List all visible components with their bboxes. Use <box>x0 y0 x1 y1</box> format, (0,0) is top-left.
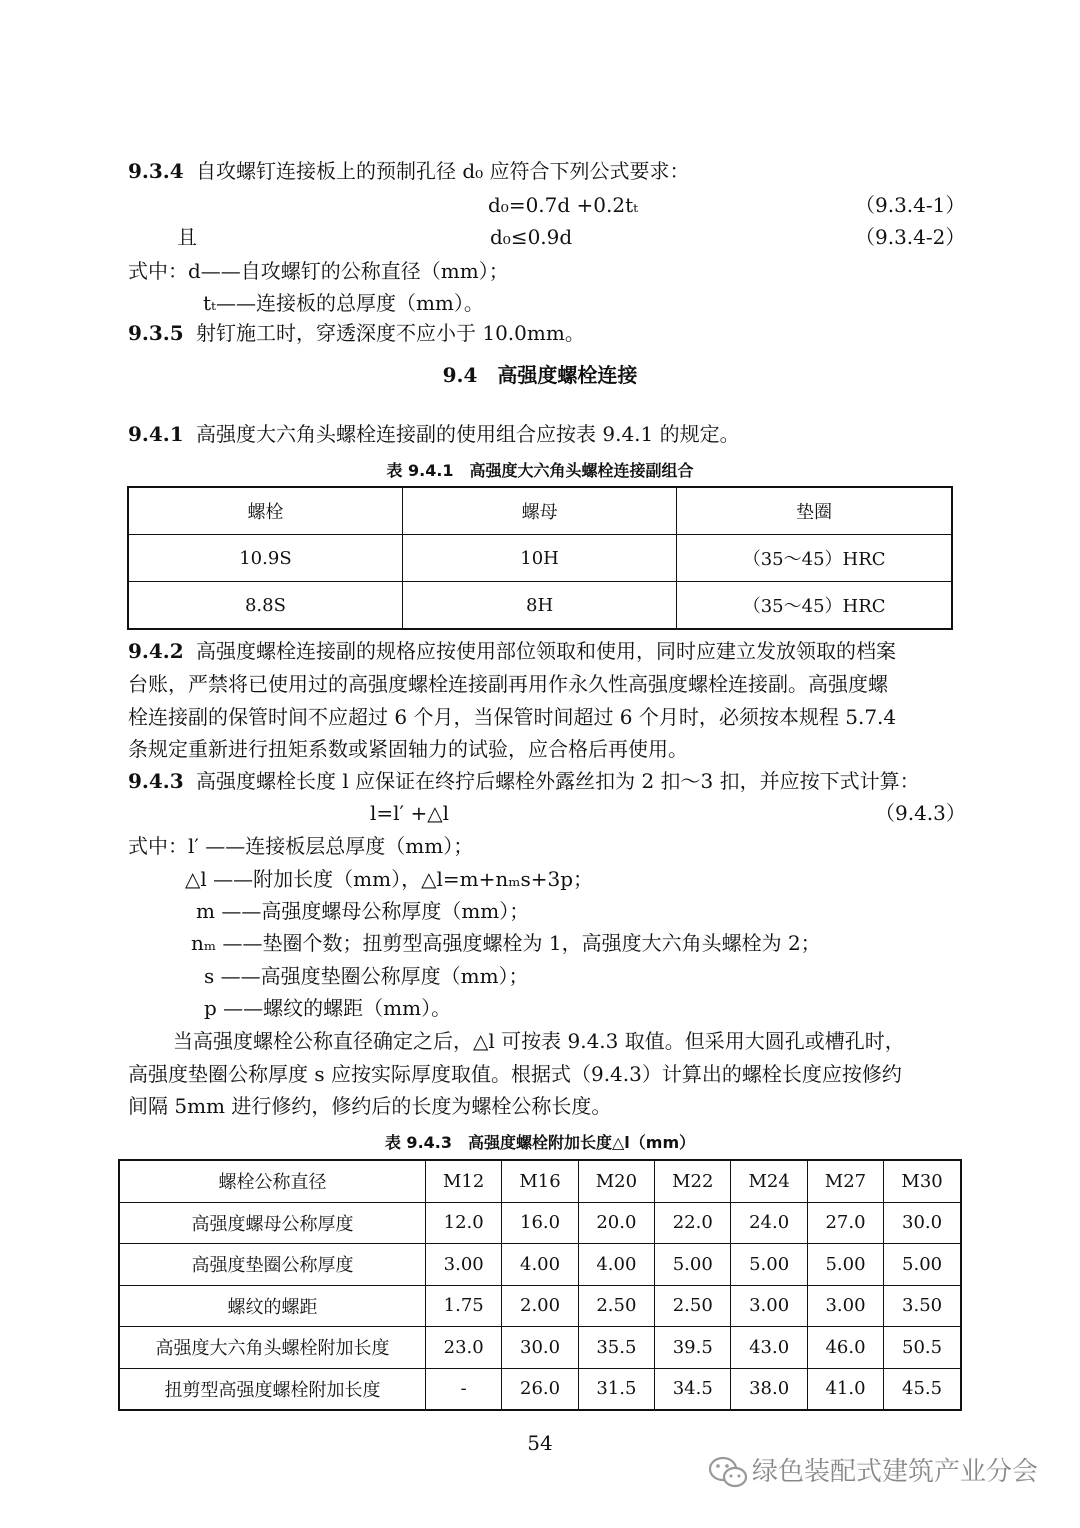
table-cell: 3.00 <box>807 1285 883 1327</box>
paragraph-line: 当高强度螺栓公称直径确定之后，△l 可按表 9.4.3 取值。但采用大圆孔或槽孔时， <box>173 1029 905 1053</box>
table-header-cell: M24 <box>731 1160 807 1202</box>
table-cell: 2.00 <box>502 1285 578 1327</box>
table-header-cell: M30 <box>884 1160 961 1202</box>
clause-text: 高强度螺栓长度 l 应保证在终拧后螺栓外露丝扣为 2 扣～3 扣，并应按下式计算： <box>196 769 920 793</box>
equation-number: （9.3.4-1） <box>855 193 966 217</box>
table-header-cell: M16 <box>502 1160 578 1202</box>
bolt-assembly-table <box>127 486 953 630</box>
table-cell: 34.5 <box>655 1368 731 1410</box>
table-cell: 10.9S <box>128 535 402 582</box>
table-row <box>128 535 952 582</box>
variable-definition: p ——螺纹的螺距（mm）。 <box>204 996 452 1020</box>
variable-definition: s ——高强度垫圈公称厚度（mm）； <box>204 964 529 988</box>
clause-number: 9.4.1 <box>128 422 184 446</box>
table-cell: 24.0 <box>731 1202 807 1244</box>
variable-definition: 式中：d——自攻螺钉的公称直径（mm）； <box>128 259 509 283</box>
table-row <box>119 1244 961 1286</box>
table-cell: 高强度大六角头螺栓附加长度 <box>119 1327 426 1369</box>
table-cell: 35.5 <box>578 1327 654 1369</box>
table-cell: 27.0 <box>807 1202 883 1244</box>
table-header-cell: M27 <box>807 1160 883 1202</box>
table-cell: 22.0 <box>655 1202 731 1244</box>
table-cell: - <box>426 1368 502 1410</box>
variable-definition: m ——高强度螺母公称厚度（mm）； <box>196 899 530 923</box>
table-cell: 5.00 <box>731 1244 807 1286</box>
conjunction: 且 <box>177 225 197 249</box>
table-cell: 20.0 <box>578 1202 654 1244</box>
table-cell: 3.00 <box>426 1244 502 1286</box>
table-cell: 3.50 <box>884 1285 961 1327</box>
bolt-additional-length-table <box>118 1159 962 1411</box>
table-cell: 16.0 <box>502 1202 578 1244</box>
table-cell: 5.00 <box>807 1244 883 1286</box>
clause-text: 射钉施工时，穿透深度不应小于 10.0mm。 <box>196 321 585 345</box>
equation-number: （9.3.4-2） <box>855 225 966 249</box>
table-header-row <box>128 487 952 535</box>
table-row <box>119 1285 961 1327</box>
table-cell: 1.75 <box>426 1285 502 1327</box>
clause-number: 9.4.2 <box>128 639 184 663</box>
table-cell: 5.00 <box>884 1244 961 1286</box>
table-cell: 3.00 <box>731 1285 807 1327</box>
table-cell: 高强度垫圈公称厚度 <box>119 1244 426 1286</box>
table-row <box>119 1327 961 1369</box>
table-cell: 5.00 <box>655 1244 731 1286</box>
equation-number: （9.4.3） <box>875 801 966 825</box>
table-header-cell: M20 <box>578 1160 654 1202</box>
table-cell: 31.5 <box>578 1368 654 1410</box>
paragraph-line: 栓连接副的保管时间不应超过 6 个月，当保管时间超过 6 个月时，必须按本规程 5.7.4 <box>128 705 897 729</box>
clause-text: 高强度大六角头螺栓连接副的使用组合应按表 9.4.1 的规定。 <box>196 422 740 446</box>
formula: d₀≤0.9d <box>490 225 573 249</box>
table-cell: 30.0 <box>884 1202 961 1244</box>
table-cell: 4.00 <box>578 1244 654 1286</box>
variable-definition: △l ——附加长度（mm），△l=m+nₘs+3p； <box>185 867 594 891</box>
table-header-cell: 垫圈 <box>677 487 952 535</box>
table-caption: 表 9.4.3 高强度螺栓附加长度△l（mm） <box>384 1133 696 1152</box>
table-cell: 扭剪型高强度螺栓附加长度 <box>119 1368 426 1410</box>
watermark-text: 绿色装配式建筑产业分会 <box>752 1457 1039 1487</box>
table-row <box>128 582 952 630</box>
table-header-cell: M22 <box>655 1160 731 1202</box>
table-header-cell: 螺栓 <box>128 487 402 535</box>
table-cell: 23.0 <box>426 1327 502 1369</box>
paragraph-line: 高强度螺栓连接副的规格应按使用部位领取和使用，同时应建立发放领取的档案 <box>196 639 896 663</box>
section-heading: 9.4 高强度螺栓连接 <box>442 363 638 387</box>
table-cell: 41.0 <box>807 1368 883 1410</box>
table-header-cell: M12 <box>426 1160 502 1202</box>
formula: d₀=0.7d +0.2tₜ <box>488 193 639 217</box>
table-cell: 8H <box>402 582 676 630</box>
table-cell: 螺纹的螺距 <box>119 1285 426 1327</box>
table-cell: 26.0 <box>502 1368 578 1410</box>
wechat-icon <box>708 1455 750 1494</box>
paragraph-line: 台账，严禁将已使用过的高强度螺栓连接副再用作永久性高强度螺栓连接副。高强度螺 <box>128 672 888 696</box>
clause-number: 9.3.4 <box>128 159 184 183</box>
table-header-cell: 螺栓公称直径 <box>119 1160 426 1202</box>
paragraph-line: 高强度垫圈公称厚度 s 应按实际厚度取值。根据式（9.4.3）计算出的螺栓长度应按修约 <box>128 1062 902 1086</box>
table-cell: 2.50 <box>578 1285 654 1327</box>
table-cell: 8.8S <box>128 582 402 630</box>
table-cell: 10H <box>402 535 676 582</box>
clause-number: 9.4.3 <box>128 769 184 793</box>
clause-text: 自攻螺钉连接板上的预制孔径 d₀ 应符合下列公式要求： <box>196 159 690 183</box>
table-row <box>119 1202 961 1244</box>
table-cell: 39.5 <box>655 1327 731 1369</box>
table-header-cell: 螺母 <box>402 487 676 535</box>
table-cell: 2.50 <box>655 1285 731 1327</box>
variable-definition: tₜ——连接板的总厚度（mm）。 <box>203 291 484 315</box>
table-cell: 46.0 <box>807 1327 883 1369</box>
table-cell: 50.5 <box>884 1327 961 1369</box>
paragraph-line: 间隔 5mm 进行修约，修约后的长度为螺栓公称长度。 <box>128 1094 612 1118</box>
table-cell: 38.0 <box>731 1368 807 1410</box>
table-cell: （35～45）HRC <box>677 582 952 630</box>
table-cell: 30.0 <box>502 1327 578 1369</box>
table-row <box>119 1368 961 1410</box>
table-caption: 表 9.4.1 高强度大六角头螺栓连接副组合 <box>386 461 694 480</box>
clause-number: 9.3.5 <box>128 321 184 345</box>
formula: l=l′ +△l <box>370 801 449 825</box>
table-header-row <box>119 1160 961 1202</box>
variable-definition: 式中：l′ ——连接板层总厚度（mm）； <box>128 834 474 858</box>
variable-definition: nₘ ——垫圈个数；扭剪型高强度螺栓为 1，高强度大六角头螺栓为 2； <box>191 931 821 955</box>
table-cell: （35～45）HRC <box>677 535 952 582</box>
table-cell: 45.5 <box>884 1368 961 1410</box>
page-number: 54 <box>527 1431 553 1455</box>
table-cell: 4.00 <box>502 1244 578 1286</box>
table-cell: 43.0 <box>731 1327 807 1369</box>
paragraph-line: 条规定重新进行扭矩系数或紧固轴力的试验，应合格后再使用。 <box>128 737 688 761</box>
table-cell: 12.0 <box>426 1202 502 1244</box>
table-cell: 高强度螺母公称厚度 <box>119 1202 426 1244</box>
